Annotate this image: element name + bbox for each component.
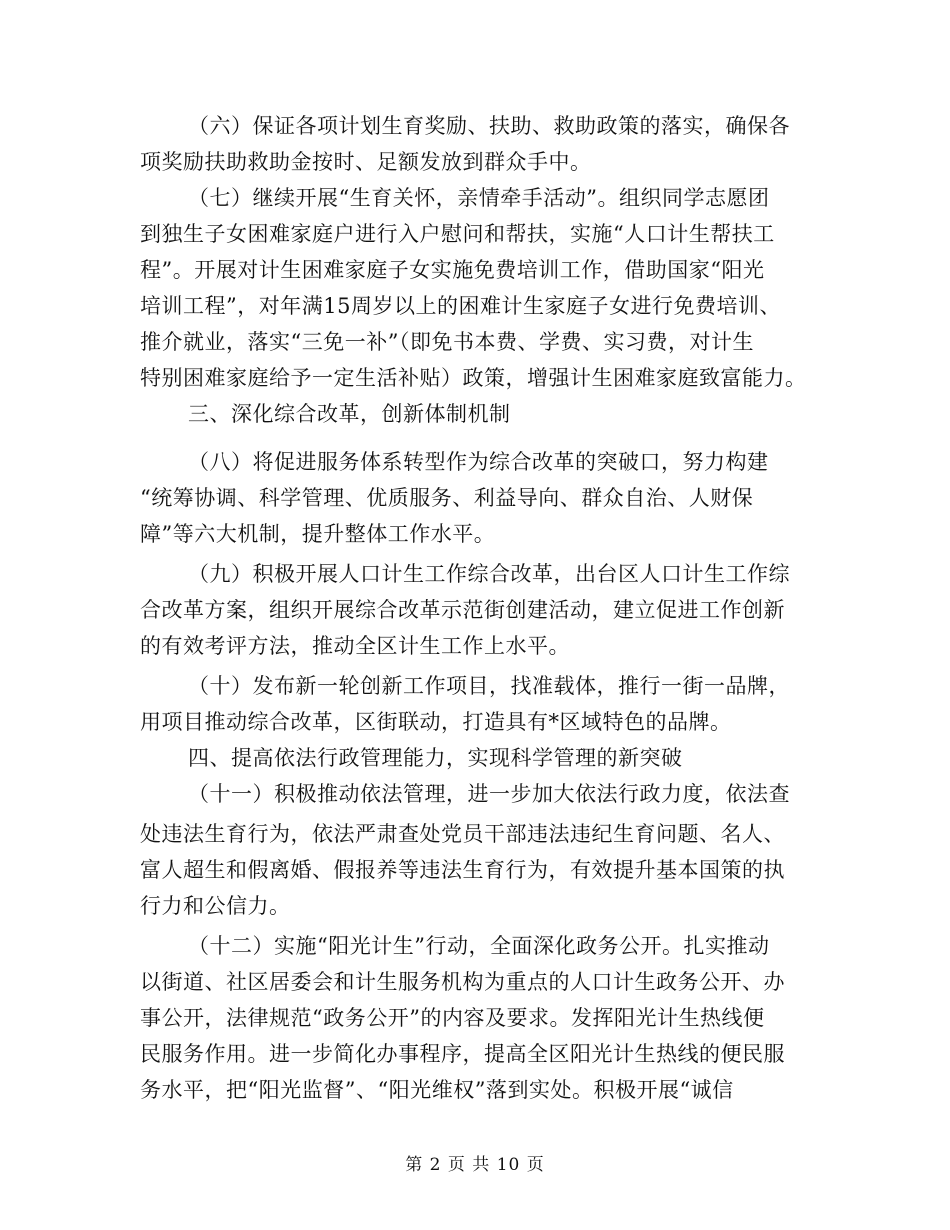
text-line: 以街道、社区居委会和计生服务机构为重点的人口计生政务公开、办	[140, 970, 785, 994]
text-line: （八）将促进服务体系转型作为综合改革的突破口，努力构建	[188, 450, 769, 474]
text-line: 项奖励扶助救助金按时、足额发放到群众手中。	[140, 150, 592, 174]
text-line: （十一）积极推动依法管理，进一步加大依法行政力度，依法查	[188, 782, 790, 806]
text-line: （九）积极开展人口计生工作综合改革，出台区人口计生工作综	[188, 562, 790, 586]
text-line: （十）发布新一轮创新工作项目，找准载体，推行一街一品牌，	[188, 674, 790, 698]
text-line: “统筹协调、科学管理、优质服务、利益导向、群众自治、人财保	[140, 486, 754, 510]
text-line: 务水平，把“阳光监督”、“阳光维权”落到实处。积极开展“诚信	[140, 1078, 734, 1102]
text-line: 特别困难家庭给予一定生活补贴）政策，增强计生困难家庭致富能力。	[140, 366, 807, 390]
text-line: （十二）实施“阳光计生”行动，全面深化政务公开。扎实推动	[188, 934, 770, 958]
text-line: 事公开，法律规范“政务公开”的内容及要求。发挥阳光计生热线便	[140, 1006, 765, 1030]
text-line: 培训工程”，对年满15周岁以上的困难计生家庭子女进行免费培训、	[140, 294, 781, 318]
text-line: 合改革方案，组织开展综合改革示范街创建活动，建立促进工作创新	[140, 598, 785, 622]
text-line: 推介就业，落实“三免一补”（即免书本费、学费、实习费，对计生	[140, 330, 754, 354]
text-line: （七）继续开展“生育关怀，亲情牵手活动”。组织同学志愿团	[188, 186, 770, 210]
text-line: 行力和公信力。	[140, 894, 291, 918]
text-line: 到独生子女困难家庭户进行入户慰问和帮扶，实施“人口计生帮扶工	[140, 222, 775, 246]
text-line: 的有效考评方法，推动全区计生工作上水平。	[140, 634, 570, 658]
text-line: 民服务作用。进一步简化办事程序，提高全区阳光计生热线的便民服	[140, 1042, 785, 1066]
text-line: 富人超生和假离婚、假报养等违法生育行为，有效提升基本国策的执	[140, 858, 785, 882]
text-line: 用项目推动综合改革，区街联动，打造具有*区域特色的品牌。	[140, 710, 732, 734]
section-heading: 四、提高依法行政管理能力，实现科学管理的新突破	[188, 746, 683, 770]
section-heading: 三、深化综合改革，创新体制机制	[188, 402, 511, 426]
page-number-footer: 第 2 页 共 10 页	[405, 1155, 545, 1175]
text-line: 处违法生育行为，依法严肃查处党员干部违法违纪生育问题、名人、	[140, 822, 785, 846]
text-line: （六）保证各项计划生育奖励、扶助、救助政策的落实，确保各	[188, 114, 790, 138]
text-line: 障”等六大机制，提升整体工作水平。	[140, 522, 496, 546]
text-line: 程”。开展对计生困难家庭子女实施免费培训工作，借助国家“阳光	[140, 258, 765, 282]
